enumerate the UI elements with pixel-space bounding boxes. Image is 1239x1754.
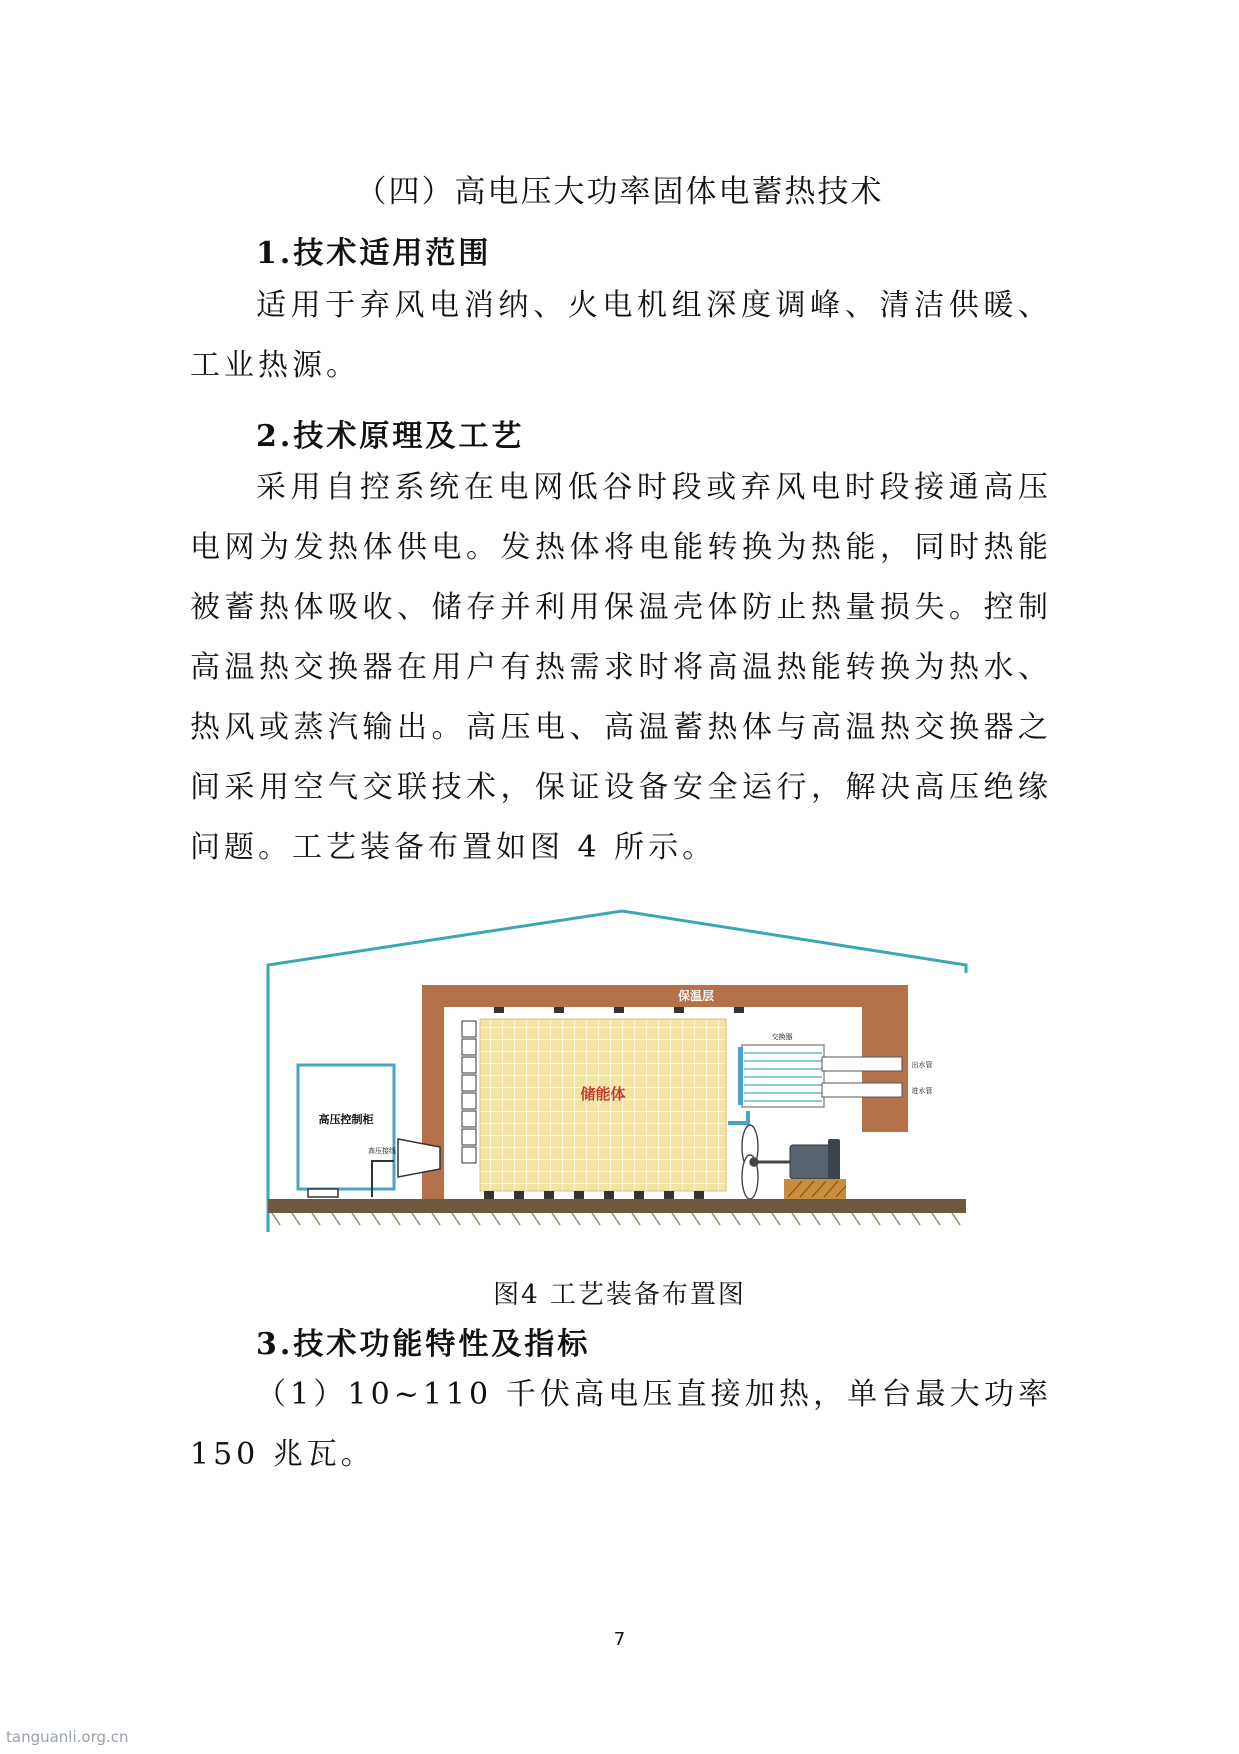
ground-slab (268, 1199, 966, 1213)
exchanger-label: 交换器 (771, 1033, 793, 1041)
storage-body (480, 1019, 726, 1191)
air-duct (728, 1111, 750, 1125)
water-out-label: 出水管 (911, 1061, 933, 1069)
heater-caps (494, 1007, 744, 1013)
figure-caption: 图4 工艺装备布置图 (493, 1280, 746, 1310)
cabinet-base (308, 1189, 338, 1197)
hv-control-cabinet-label: 高压控制柜 (318, 1113, 374, 1126)
heading-scope: 1.技术适用范围 (256, 236, 492, 271)
paragraph-scope: 适用于弃风电消纳、火电机组深度调峰、清洁供暖、工业热源。 (190, 288, 1052, 383)
insulation-label: 保温层 (677, 989, 715, 1003)
process-layout-diagram (262, 907, 972, 1237)
paragraph-feature-1: （1）10~110 千伏高电压直接加热，单台最大功率 150 兆瓦。 (190, 1377, 1052, 1472)
ground-hatch (272, 1213, 960, 1225)
heading-features: 3.技术功能特性及指标 (256, 1327, 591, 1362)
exchanger-manifold (738, 1047, 743, 1105)
water-out-pipe (822, 1057, 902, 1071)
support-feet (484, 1191, 704, 1199)
page-number: 7 (613, 1629, 626, 1650)
motor-end (828, 1139, 840, 1185)
paragraph-principle: 采用自控系统在电网低谷时段或弃风电时段接通高压电网为发热体供电。发热体将电能转换为热能，同时热能被蓄热体吸收、储存并利用保温壳体防止热量损失。控制高温热交换器在用户有热需求时将高温热能转换为热水、热风或蒸汽输出。高压电、高温蓄热体与高温热交换器之间采用空气交联技术，保证设备安全运行，解决高压绝缘问题。工艺装备布置如图 4 所示。 (190, 470, 1052, 865)
water-in-label: 进水管 (911, 1087, 933, 1095)
hv-control-cabinet (298, 1065, 394, 1189)
heading-principle: 2.技术原理及工艺 (256, 419, 525, 454)
storage-label: 储能体 (580, 1085, 626, 1103)
watermark: tanguanli.org.cn (6, 1728, 129, 1746)
hv-line-label: 高压接线 (368, 1147, 396, 1155)
section-title: （四）高电压大功率固体电蓄热技术 (355, 174, 884, 210)
water-in-pipe (822, 1083, 902, 1097)
electrode-column (462, 1021, 476, 1163)
heat-exchanger (742, 1045, 824, 1107)
